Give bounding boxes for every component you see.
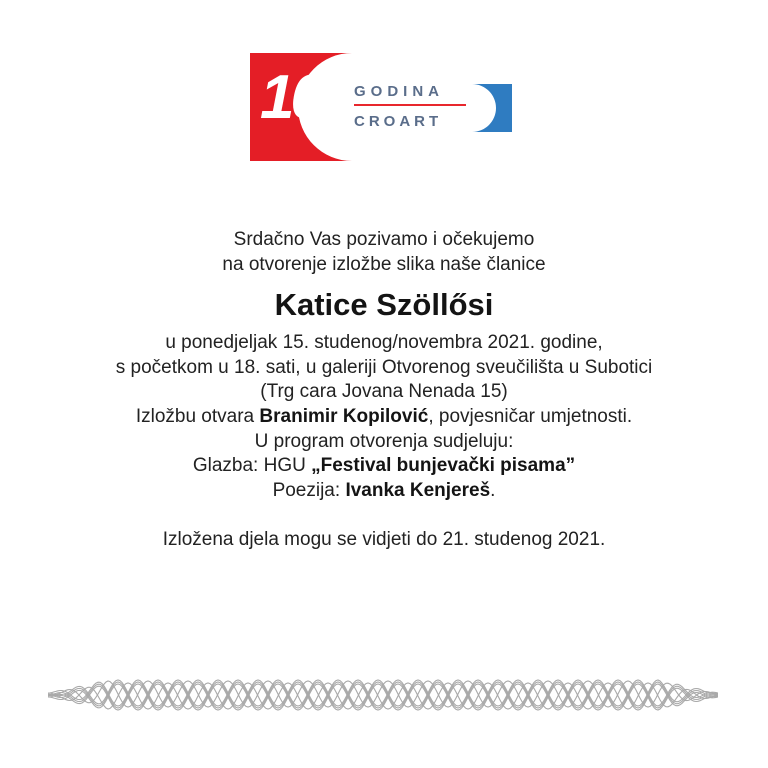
invite-line-1: Srdačno Vas pozivamo i očekujemo <box>233 229 535 250</box>
opener-line <box>0 405 768 430</box>
braid-ornament-icon <box>48 674 718 716</box>
logo-word-croart: CROART <box>354 113 443 130</box>
croart-logo <box>250 53 515 161</box>
time-place-line: s početkom u 18. sati, u galeriji Otvorenog sveučilišta u Subotici <box>115 356 653 378</box>
invitation-text <box>0 228 768 553</box>
address-line: (Trg cara Jovana Nenada 15) <box>260 381 508 403</box>
closing-line: Izložena djela mogu se vidjeti do 21. studenog 2021. <box>162 529 606 551</box>
poetry-prefix: Poezija: <box>272 479 346 501</box>
opener-prefix: Izložbu otvara <box>135 405 260 427</box>
logo-divider <box>354 104 466 106</box>
spacer <box>0 503 768 528</box>
logo-word-godina: GODINA <box>354 83 444 100</box>
poetry-line <box>0 479 768 504</box>
music-name: „Festival bunjevački pisama” <box>311 455 576 477</box>
invite-line-2: na otvorenje izložbe slika naše članice <box>222 253 546 275</box>
opener-suffix: , povjesničar umjetnosti. <box>428 405 633 427</box>
music-line <box>0 454 768 479</box>
program-line: U program otvorenja sudjeluju: <box>254 430 514 452</box>
date-line: u ponedjeljak 15. studenog/novembra 2021. godine, <box>165 332 603 354</box>
logo-number: 10. <box>260 63 335 132</box>
poetry-name: Ivanka Kenjereš <box>345 479 491 501</box>
opener-name: Branimir Kopilović <box>259 405 429 427</box>
poetry-suffix: . <box>490 479 496 501</box>
artist-name: Katice Szöllősi <box>274 287 494 323</box>
music-prefix: Glazba: HGU <box>192 455 312 477</box>
